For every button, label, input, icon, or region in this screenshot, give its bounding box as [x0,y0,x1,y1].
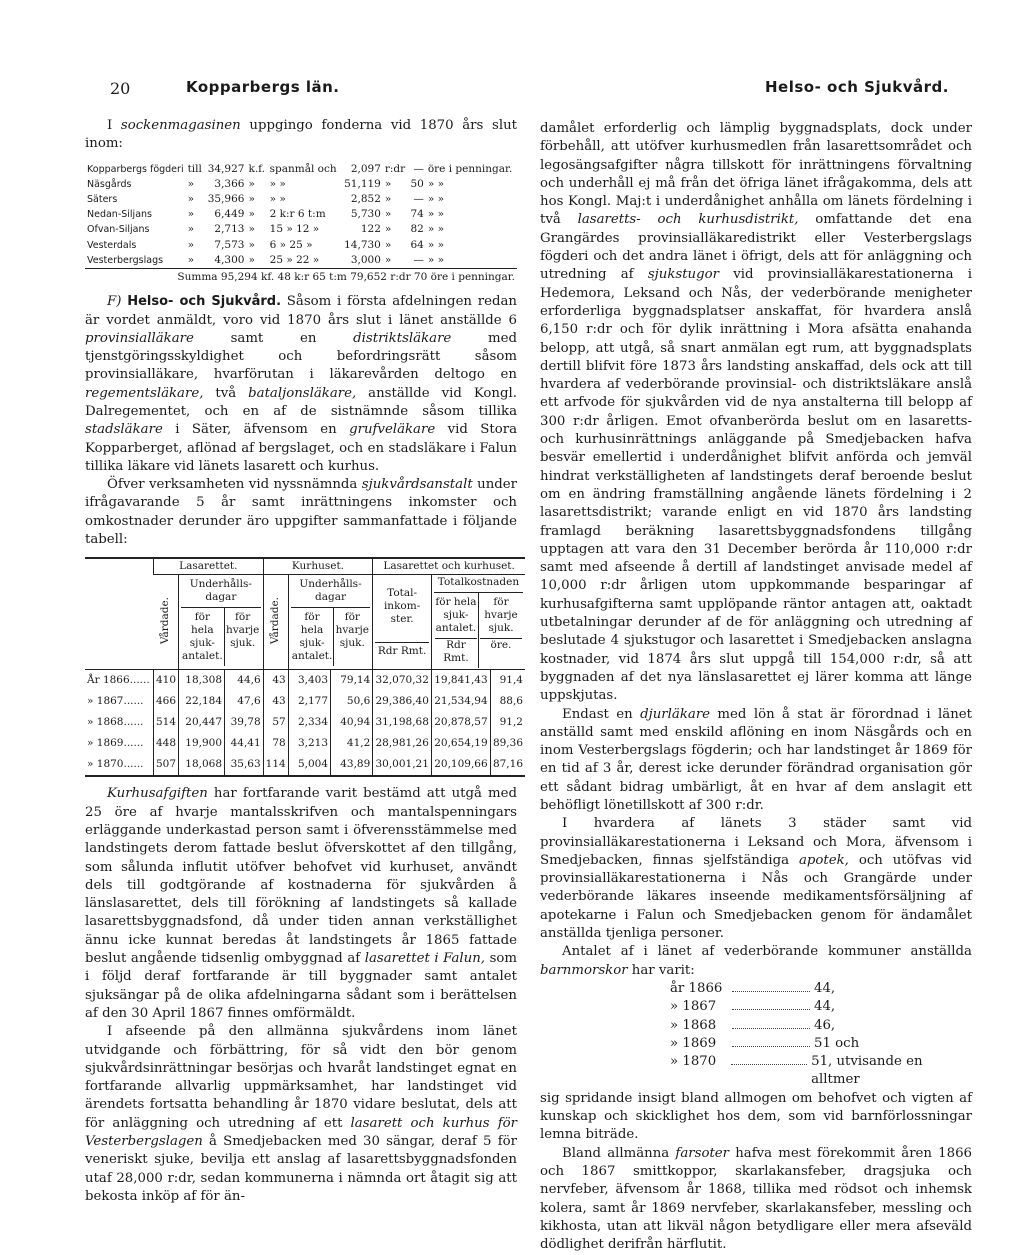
fund-cell: » [384,253,392,266]
fund-cell: » [248,193,255,205]
fund-cell: 2,713 [214,223,245,236]
barnmorskor-paragraph: Antalet af i länet af vederbörande kommuner anställda barnmorskor har varit: [540,944,972,978]
lasarett-vardade-header: Vårdade. [154,575,179,670]
fund-cell: 25 » 22 » [269,253,320,266]
fund-cell: » [187,208,195,221]
hospital-cell: 410 [154,670,179,692]
fund-cell: 50 [410,177,424,190]
midwife-row: » 1869 51 och [670,1035,860,1051]
fund-cell: Vesterdals [87,239,137,251]
hospital-cell: 2,334 [288,712,330,733]
fund-cell: » [384,238,392,251]
page-number: 20 [110,79,131,98]
fund-row [85,162,517,177]
fund-cell: — [413,162,424,175]
fund-cell: » » [427,193,445,205]
fund-cell: » [187,193,195,205]
totalkostnaden-header: Totalkostnaden för hela sjuk-antalet. Rdr Rmt. för hvarje sjuk. öre. [431,575,525,670]
hospital-cell: » 1869...... [87,737,144,750]
hospital-cell: 28,981,26 [373,733,432,754]
year-header [85,558,154,670]
kurhus-underhall-header: Underhålls-dagar för hela sjuk-antalet. för hvarje sjuk. [288,575,373,670]
right-column [540,120,972,1254]
kurhus-group-header: Kurhuset. [263,558,373,575]
hospital-cell: » 1868...... [87,716,144,729]
fund-cell: till [187,162,202,175]
fund-cell: » [248,208,255,221]
fund-cell: 14,730 [344,238,381,251]
fund-row [85,207,517,222]
hospital-cell: 19,841,43 [431,670,490,692]
hospital-cell: 21,534,94 [431,691,490,712]
fund-cell: » [248,253,255,266]
midwife-row: år 1866 44, [670,980,836,996]
fund-cell: 64 [410,238,424,251]
fund-cell: 7,573 [214,238,245,251]
fund-cell: » [248,238,255,251]
hospital-cell: 43,89 [331,754,373,776]
fund-cell: 3,366 [214,177,245,190]
fund-cell: 6,449 [214,208,245,221]
intro-paragraph: I sockenmagasinen uppgingo fonderna vid 1870 års slut inom: [85,118,517,152]
fund-cell: 2,097 [350,162,381,175]
fund-cell: 3,000 [350,253,381,266]
hospital-cell: 5,004 [288,754,330,776]
hospital-cell: 44,41 [225,733,264,754]
fund-cell: » » [427,253,445,266]
section-f-paragraph: F) Helso- och Sjukvård. Såsom i första afdelningen redan är vordet anmäldt, voro vid 1870 års slut i länet anställde 6 provinsialläkare samt en distriktsläkare med tjenstgöringsskyldighet och befordringsrätt såsom provinsialläkare, hvarförutan i läkarevården deltogo en regementsläkare, två bataljonsläkare, anställde vid Kongl. Dalregementet, och en af de sistnämnde såsom tillika stadsläkare i Säter, äfvensom en grufveläkare vid Stora Kopparberget, aflönad af bergslaget, och en stadsläkare i Falun tillika läkare vid länets lasarett och kurhus. [85,294,518,474]
hospital-cell: 19,900 [179,733,225,754]
hospital-cell: 18,068 [179,754,225,776]
hospital-cell: 57 [263,712,288,733]
fund-cell: » [384,223,392,236]
fund-cell: 82 [410,223,424,236]
fund-row [85,177,517,192]
hospital-cell: 20,109,66 [431,754,490,776]
fund-cell: 74 [410,208,424,221]
fund-cell: » [187,238,195,251]
fund-cell: — [413,193,424,205]
lasarett-underhall-header: Underhålls-dagar för hela sjuk-antalet. för hvarje sjuk. [179,575,264,670]
midwife-list [540,980,972,1090]
hospital-row [85,754,525,776]
fund-cell: Ofvan-Siljans [87,224,150,236]
fund-cell: 2 k:r 6 t:m [269,208,326,221]
hospital-cell: 448 [154,733,179,754]
afseende-paragraph: I afseende på den allmänna sjukvårdens inom länet utvidgande och förbättring, för så vidt den bör genom sjukvårdsinrättningar besörjas och hvaråt landstinget egnat en fortfarande allvarlig uppmärksamhet, har landstinget vid ärendets fortsatta behandling år 1870 vidare beslutat, dels att för anläggning och utredning af ett lasarett och kurhus för Vesterbergslagen å Smedjebacken med 30 sängar, deraf 5 för veneriskt sjuke, bevilja ett anslag af lasarettsbyggnadsfonden utaf 28,000 r:dr, sedan kommunerna i nämnda ort åtagit sig att bekosta inköp af för än- [85,1024,517,1204]
hospital-row [85,733,525,754]
fund-cell: 34,927 [207,162,245,175]
section-title: Helso- och Sjukvård. [127,294,282,310]
hospital-cell: 466 [154,691,179,712]
fund-cell: 51,119 [344,177,381,190]
hospital-cell: 47,6 [225,691,264,712]
hospital-cell: 18,308 [179,670,225,692]
fund-cell: 5,730 [350,208,381,221]
fund-cell: » [187,253,195,266]
midwife-row: » 1870 51, utvisande en alltmer [670,1054,923,1088]
hospital-cell: 29,386,40 [373,691,432,712]
hospital-cell: 40,94 [331,712,373,733]
hospital-cell: 79,14 [331,670,373,692]
hospital-row [85,670,525,692]
hospital-cell: 22,184 [179,691,225,712]
hospital-cell: 3,213 [288,733,330,754]
hospital-cell: 41,2 [331,733,373,754]
midwife-row: » 1867 44, [670,999,836,1015]
hospital-cell: 50,6 [331,691,373,712]
hospital-cell: 43 [263,670,288,692]
hospital-table [85,557,525,777]
fund-cell: » » [269,177,286,190]
fund-row [85,238,517,253]
fund-cell: Vesterbergslags [87,254,164,266]
hospital-cell: 3,403 [288,670,330,692]
fund-cell: » » [427,238,445,251]
hospital-cell: 78 [263,733,288,754]
fund-cell: 15 » 12 » [269,223,320,236]
kurhus-vardade-header: Vårdade. [263,575,288,670]
apotek-paragraph: I hvardera af länets 3 städer samt vid provinsialläkarestationerna i Leksand och Mora, äfvensom i Smedjebacken, finnas sjelfständiga apotek, och utöfvas vid provinsialläkarestationerna i Nås och Grangärde under vederbörande läkares inseende medikamentsförsäljning af apotekarne i Falun och Smedjebacken genom för ändamålet anställda tjenliga personer. [540,816,972,942]
hospital-cell: 91,2 [490,712,525,733]
fund-cell: » [187,223,195,236]
hospital-cell: 87,16 [490,754,525,776]
fund-cell: Näsgårds [87,178,132,190]
fund-cell: 6 » 25 » [269,238,313,251]
fund-cell: r:dr [384,162,406,175]
hospital-row [85,712,525,733]
fund-cell: » [384,193,392,205]
fund-cell: 2,852 [350,193,381,205]
totalinkomster-header: Total-inkom-ster. Rdr Rmt. [373,575,432,670]
fund-cell: — [413,253,424,266]
fund-cell: Kopparbergs fögderi [87,163,184,175]
fund-cell: 35,966 [207,193,245,205]
fund-table [85,162,517,286]
kurhusafgift-paragraph: Kurhusafgiften har fortfarande varit bestämd att utgå med 25 öre af hvarje mantalsskrifven och mantalspenningars erläggande underkastad person samt i öfverensstämmelse med landstingets derom fattade beslut öfverskottet af den tillgång, som sålunda influtit utöfver behofvet vid kurhuset, användt dels till godtgörande af kostnaderna för sjukvården å länslasarettet, dels till förökning af landstingets så kallade lasarettsbyggnadsfond, då under tiden annan verkställighet ännu icke kunnat beredas åt landstingets år 1865 fattade beslut angående tidsenlig ombyggnad af lasarettet i Falun, som i följd deraf fortfarande är till byggnader samt antalet sjuksängar på de olika afdelningarna sådant som i berättelsen af den 30 April 1867 finnes omförmäldt. [85,786,518,1021]
hospital-cell: 32,070,32 [373,670,432,692]
djurlakare-paragraph: Endast en djurläkare med lön å stat är förordnad i länet anställd samt med enskild aflöning en inom Näsgårds och en inom Vesterbergslags fögderin; och har landstinget år 1869 för en tid af 3 år, derest icke derunder förändrad organisation gör ett sådant bidrag umbärligt, åt en hvar af dem anslagit ett behöfligt lönetillskott af 300 r:dr. [540,706,972,813]
hospital-cell: 30,001,21 [373,754,432,776]
farsoter-paragraph: Bland allmänna farsoter hafva mest förekommit åren 1866 och 1867 smittkoppor, skarlakansfeber, dragsjuka och nervfeber, äfvensom år 1868, tillika med rödsot och inhemsk kolera, samt år 1869 nervfeber, skarlakansfeber, messling och kikhosta, utan att likväl någon betydligare eller mera afseväld dödlighet derifrån härflutit. [540,1145,973,1253]
fund-cell: » » [269,193,286,205]
hospital-cell: 2,177 [288,691,330,712]
fund-cell: Nedan-Siljans [87,209,152,221]
lasarett-group-header: Lasarettet. [154,558,264,575]
hospital-cell: 39,78 [225,712,264,733]
hospital-cell: 20,447 [179,712,225,733]
fund-cell: » » [427,223,445,236]
fund-row [85,222,517,237]
hospital-cell: 20,878,57 [431,712,490,733]
fund-cell: » [187,177,195,190]
hospital-cell: 89,36 [490,733,525,754]
fund-cell: » » [427,177,445,190]
both-group-header: Lasarettet och kurhuset. [373,558,525,575]
hospital-cell: 35,63 [225,754,264,776]
hospital-cell: 114 [263,754,288,776]
hospital-cell: 507 [154,754,179,776]
continuation-paragraph: damålet erforderlig och lämplig byggnadsplats, dock under förbehåll, att utöfver kurhusmedlen från lasarettsområdet och legosängsafgifter några tillskott för inrättningens förvaltning och underhåll ej må från det öfriga länet ifrågakomma, dels att hos Kongl. Maj:t i underdånighet anhålla om länets fördelning i två lasaretts- och kurhusdistrikt, omfattande det ena Grangärdes provinsialläkaredistrikt eller Vesterbergslags fögderi och det andra länet i öfrigt, dels att för anläggning och utredning af sjukstugor vid provinsialläkarestationerna i Hedemora, Leksand och Nås, der vederbörande menigheter erforderliga byggnadsplatser anskaffat, för hvardera anslå 6,150 r:dr och för dylik inrättning i Mora afsätta enahanda belopp, att utgå, så snart anmälan egt rum, att byggnadsplats dertill blifvit före 1873 års landsting anskaffad, dels ock att till hvardera af vederbörande provinsial- och distriktsläkare anslå ett arfvode för sjukvården vid de nya anstalterna till belopp af 300 r:dr årligen. Emot ofvanberörda beslut om en lasaretts- och kurhusinrättnings anläggande på Smedjebacken hafva besvär emellertid i underdånighet blifvit anförda och jemväl hindrat verkställigheten af landstingets deraf beroende beslut om en ändring framställning angående länets fördelning i 2 lasarettsdistrikt; varande enligt en vid 1870 års landsting framlagd beräkning lasarettsbyggnadsfondens tillgång upptagen att vara den 31 December berörda år 110,000 r:dr samt med afseende å dertill af landstinget anvisade medel af 10,000 r:dr årligen utom uppkommande besparingar af kurhusafgifterna samt upplöpande räntor antagen att, oaktadt utbetalningar derunder af de för anläggning och utredning af beslutade 4 sjukstugor och lasarettet i Smedjebacken anslagna kostnader, vid 1874 års slut uppgå till 154,000 r:dr, så att byggnaden af det nya länslasarettet ej lärer komma att länge uppskjutas. [540,121,972,704]
hospital-cell: 43 [263,691,288,712]
hospital-cell: 44,6 [225,670,264,692]
fund-cell: » [248,177,255,190]
hospital-cell: » 1867...... [87,695,144,708]
hospital-cell: 91,4 [490,670,525,692]
running-head-left: Kopparbergs län. [186,78,340,96]
hospital-cell: År 1866...... [87,674,150,687]
fund-cell: » [248,223,255,236]
fund-cell: k.f. [248,162,266,175]
fund-cell: 122 [360,223,381,236]
midwife-row: » 1868 46, [670,1017,836,1033]
ofver-paragraph: Öfver verksamheten vid nyssnämnda sjukvårdsanstalt under ifrågavarande 5 år samt inrättningens inkomster och omkostnader derunder äro uppgifter sammanfattade i följande tabell: [85,477,517,548]
fund-cell: » » [427,208,445,221]
hospital-cell: » 1870...... [87,758,144,771]
fund-cell: » [384,177,392,190]
fund-cell: Säters [87,194,118,205]
running-head-right: Helso- och Sjukvård. [765,78,949,96]
hospital-cell: 514 [154,712,179,733]
fund-cell: » [384,208,392,221]
hospital-row [85,691,525,712]
fund-sum-row: Summa 95,294 kf. 48 k:r 65 t:m 79,652 r:dr 70 öre i penningar. [85,269,517,286]
fund-cell: spanmål och [269,162,337,175]
hospital-cell: 20,654,19 [431,733,490,754]
fund-row [85,192,517,207]
barnmorskor-tail: sig spridande insigt bland allmogen om behofvet och vigten af kunskap och skicklighet hos dem, som vid barnförlossningar lemna biträde. [540,1090,972,1143]
hospital-cell: 88,6 [490,691,525,712]
fund-row [85,253,517,269]
fund-cell: öre i penningar. [427,162,513,175]
hospital-cell: 31,198,68 [373,712,432,733]
left-column [85,117,523,1206]
fund-cell: 4,300 [214,253,245,266]
